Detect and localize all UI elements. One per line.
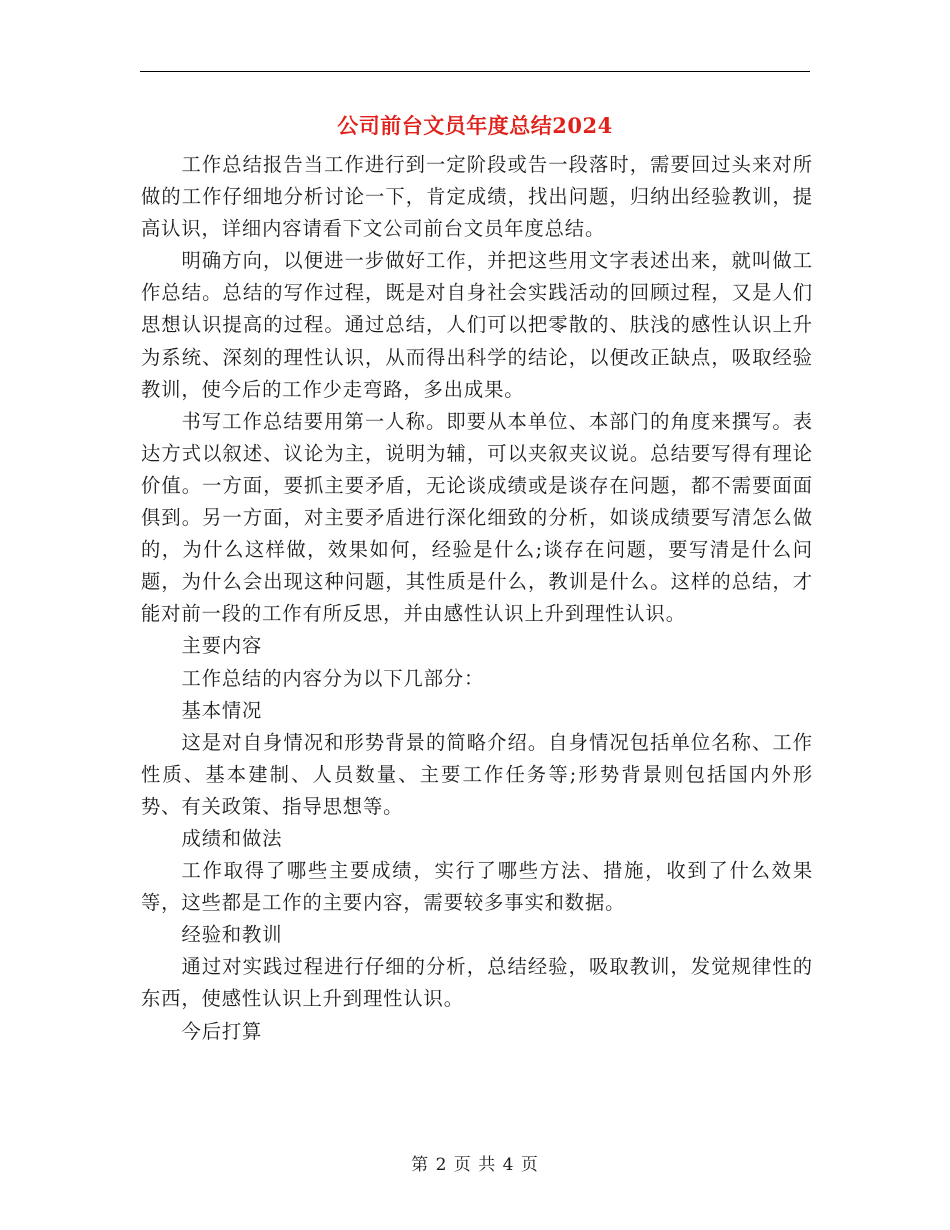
section-heading-plans: 今后打算 — [181, 1019, 263, 1043]
paragraph-basic-situation: 这是对自身情况和形势背景的简略介绍。自身情况包括单位名称、工作性质、基本建制、人员数量、主要工作任务等;形势背景则包括国内外形势、有关政策、指导思想等。 — [141, 730, 813, 818]
page-number-footer: 第 2 页 共 4 页 — [411, 1155, 539, 1175]
paragraph-lessons: 通过对实践过程进行仔细的分析，总结经验，吸取教训，发觉规律性的东西，使感性认识上升到理性认识。 — [141, 955, 813, 1011]
section-heading-lessons: 经验和教训 — [181, 923, 283, 947]
section-heading-basic-situation: 基本情况 — [181, 698, 263, 722]
paragraph-direction: 明确方向，以便进一步做好工作，并把这些用文字表述出来，就叫做工作总结。总结的写作过程，既是对自身社会实践活动的回顾过程，又是人们思想认识提高的过程。通过总结，人们可以把零散的、肤浅的感性认识上升为系统、深刻的理性认识，从而得出科学的结论，以便改正缺点，吸取经验教训，使今后的工作少走弯路，多出成果。 — [141, 249, 813, 401]
section-heading-main-content: 主要内容 — [181, 634, 263, 658]
header-rule — [140, 71, 810, 72]
document-body — [141, 149, 813, 1048]
section-heading-achievements: 成绩和做法 — [181, 826, 283, 850]
paragraph-intro: 工作总结报告当工作进行到一定阶段或告一段落时，需要回过头来对所做的工作仔细地分析讨论一下，肯定成绩，找出问题，归纳出经验教训，提高认识，详细内容请看下文公司前台文员年度总结。 — [141, 153, 813, 241]
paragraph-achievements: 工作取得了哪些主要成绩，实行了哪些方法、措施，收到了什么效果等，这些都是工作的主要内容，需要较多事实和数据。 — [141, 859, 813, 915]
document-title: 公司前台文员年度总结2024 — [337, 113, 613, 138]
paragraph-writing: 书写工作总结要用第一人称。即要从本单位、本部门的角度来撰写。表达方式以叙述、议论为主，说明为辅，可以夹叙夹议说。总结要写得有理论价值。一方面，要抓主要矛盾，无论谈成绩或是谈存在问题，都不需要面面俱到。另一方面，对主要矛盾进行深化细致的分析，如谈成绩要写清怎么做的，为什么这样做，效果如何，经验是什么;谈存在问题，要写清是什么问题，为什么会出现这种问题，其性质是什么，教训是什么。这样的总结，才能对前一段的工作有所反思，并由感性认识上升到理性认识。 — [141, 409, 813, 626]
paragraph-parts: 工作总结的内容分为以下几部分： — [181, 666, 485, 690]
